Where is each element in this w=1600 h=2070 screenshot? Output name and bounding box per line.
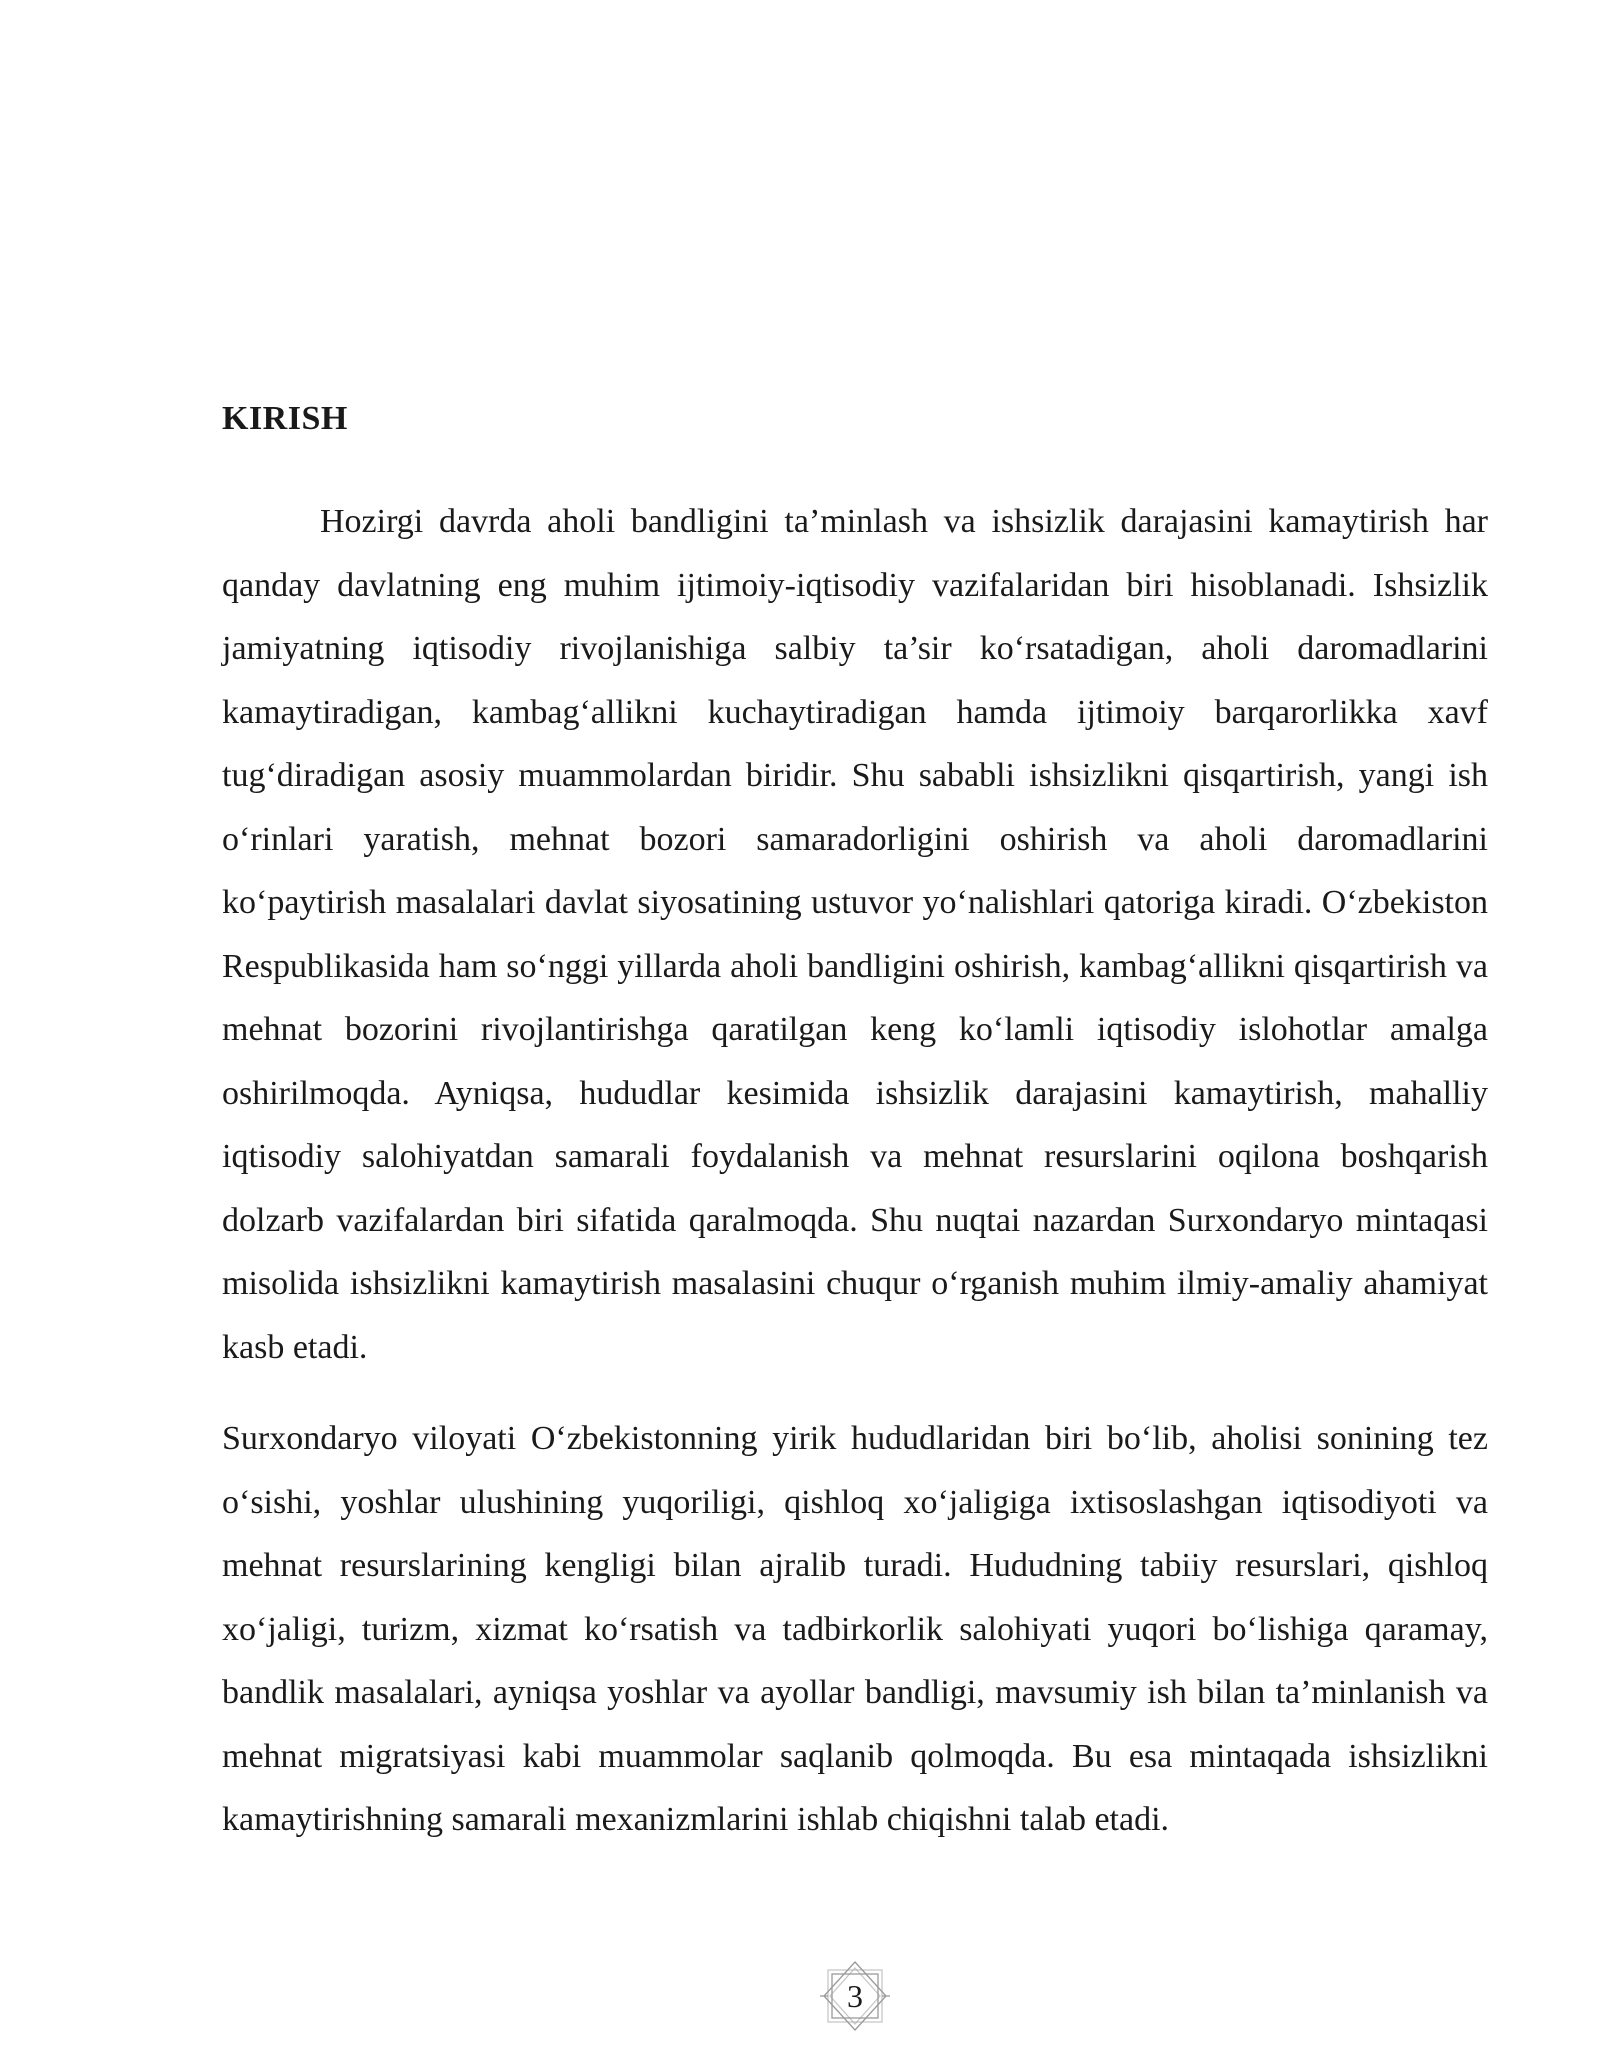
- page-number: 3: [847, 1978, 863, 2014]
- section-heading: KIRISH: [222, 400, 348, 437]
- page-footer: [810, 1960, 900, 2032]
- paragraph-1: Hozirgi davrda aholi bandligini ta’minlash va ishsizlik darajasini kamaytirish har qanday davlatning eng muhim ijtimoiy-iqtisodiy vazifalaridan biri hisoblanadi. Ishsizlik jamiyatning iqtisodiy rivojlanishiga salbiy ta’sir ko‘rsatadigan, aholi daromadlarini kamaytiradigan, kambag‘allikni kuchaytiradigan hamda ijtimoiy barqarorlikka xavf tug‘diradigan asosiy muammolardan biridir. Shu sababli ishsizlikni qisqartirish, yangi ish o‘rinlari yaratish, mehnat bozori samaradorligini oshirish va aholi daromadlarini ko‘paytirish masalalari davlat siyosatining ustuvor yo‘nalishlari qatoriga kiradi. O‘zbekiston Respublikasida ham so‘nggi yillarda aholi bandligini oshirish, kambag‘allikni qisqartirish va mehnat bozorini rivojlantirishga qaratilgan keng ko‘lamli iqtisodiy islohotlar amalga oshirilmoqda. Ayniqsa, hududlar kesimida ishsizlik darajasini kamaytirish, mahalliy iqtisodiy salohiyatdan samarali foydalanish va mehnat resurslarini oqilona boshqarish dolzarb vazifalardan biri sifatida qaralmoqda. Shu nuqtai nazardan Surxondaryo mintaqasi misolida ishsizlikni kamaytirish masalasini chuqur o‘rganish muhim ilmiy-amaliy ahamiyat kasb etadi.: [222, 503, 1488, 1366]
- paragraph-2: Surxondaryo viloyati O‘zbekistonning yirik hududlaridan biri bo‘lib, aholisi sonining tez o‘sishi, yoshlar ulushining yuqoriligi, qishloq xo‘jaligiga ixtisoslashgan iqtisodiyoti va mehnat resurslarining kengligi bilan ajralib turadi. Hududning tabiiy resurslari, qishloq xo‘jaligi, turizm, xizmat ko‘rsatish va tadbirkorlik salohiyati yuqori bo‘lishiga qaramay, bandlik masalalari, ayniqsa yoshlar va ayollar bandligi, mavsumiy ish bilan ta’minlanish va mehnat migratsiyasi kabi muammolar saqlanib qolmoqda. Bu esa mintaqada ishsizlikni kamaytirishning samarali mexanizmlarini ishlab chiqishni talab etadi.: [222, 1420, 1488, 1838]
